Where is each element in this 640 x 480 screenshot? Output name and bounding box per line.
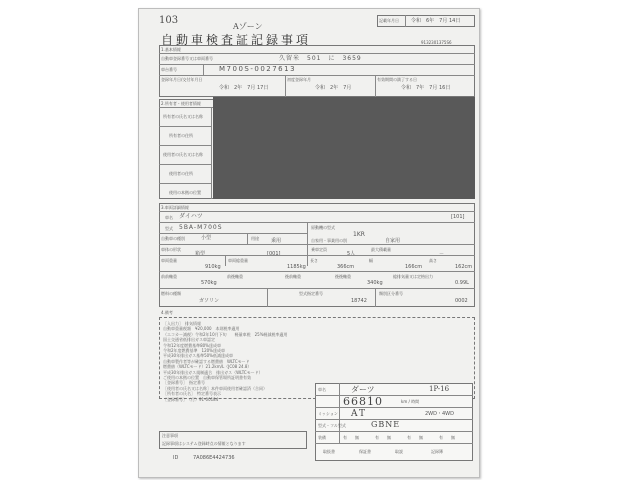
expiry-value: 令和 7年 7月 16日 (401, 85, 451, 91)
type-cert-label: 型式指定番号 (299, 291, 323, 296)
equipment-option: 有 (407, 435, 411, 440)
chassis-number-value: M700S-0027613 (219, 65, 297, 73)
remark-line: ［入出力］ 排気情報 (163, 321, 201, 326)
capacity-label: 乗車定員 (311, 247, 327, 252)
vehicle-weight-value: 910kg (205, 264, 221, 270)
owner-address-label: 所有者の住所 (169, 133, 193, 138)
user-name-label: 使用者の氏名又は名称 (163, 152, 203, 157)
equipment-option: 有 (375, 435, 379, 440)
redacted-owner-user-block (213, 97, 475, 199)
mileage-label: km / 時間 (401, 399, 420, 404)
footer-item: 記録簿 (431, 449, 443, 454)
footer-id-label: ID (173, 455, 179, 461)
front-axle-value: 570kg (201, 280, 217, 286)
equipment-option: 無 (419, 435, 423, 440)
private-business-value: 自家用 (385, 238, 401, 244)
class-code-value: 0002 (455, 298, 468, 304)
remark-line: 自動車製作者等が確認する燃費値 WLTCモード (163, 358, 250, 364)
rear-axle-value: 340kg (367, 280, 383, 286)
remark-line: 平成30年排出ガス基準50%低減達成車 (163, 353, 233, 359)
user-address-label: 使用者の住所 (169, 171, 193, 176)
expiry-label: 有効期間の満了する日 (377, 77, 417, 82)
first-registration-month-label: 初度登録年月 (287, 77, 311, 82)
remark-line: （エコカー減税）令和2年10月下旬 軽量車税 25%軽減税率適用 (163, 331, 288, 337)
footer-id-value: 7A086E4424736 (193, 455, 235, 461)
first-registration-month-value: 令和 2年 7月 (315, 85, 352, 91)
handwritten-zone-note: Aゾーン (233, 22, 263, 31)
gross-weight-label: 車両総重量 (228, 258, 248, 263)
footer-item: 取扱書 (323, 449, 335, 454)
section4-heading: 4.備考 (161, 310, 173, 315)
fuel-type-label: 燃料の種類 (161, 291, 181, 296)
record-date-label: 記載年月日 (379, 18, 399, 23)
remark-line: ［使用者の氏名又は名称］本件車両使用者確認済（合同） (163, 385, 267, 391)
engine-label: 原動機の型式 (311, 225, 335, 230)
dealer-name-label: 車名 (318, 387, 326, 392)
width-value: 166cm (405, 264, 423, 270)
equipment-option: 有 (343, 435, 347, 440)
body-shape-value: 箱型 (195, 251, 206, 257)
model-value: 5BA-M700S (179, 224, 223, 231)
equipment-option: 無 (387, 435, 391, 440)
vehicle-class-value: 小型 (201, 235, 212, 241)
owner-name-label: 所有者の氏名又は名称 (163, 114, 203, 119)
section3-heading: 3.車両詳細情報 (161, 205, 189, 210)
front-axle-label: 前前軸重 (161, 274, 177, 279)
width-label: 幅 (369, 258, 373, 263)
remark-line: ご使用の本拠の位置 自動車保管場所証明書有効 (163, 375, 251, 381)
private-business-label: 自家用・事業用の別 (311, 238, 347, 243)
dealer-name-extra: 1P-16 (429, 385, 450, 393)
record-date-value: 令和 6年 7月 14日 (411, 18, 461, 24)
use-value: 乗用 (271, 238, 282, 244)
maker-code: [101] (451, 214, 465, 220)
use-label: 用途 (251, 236, 259, 241)
remarks-notes (163, 321, 303, 402)
vehicle-class-label: 自動車の種別 (161, 236, 185, 241)
chassis-number-label: 車台番号 (161, 67, 177, 72)
remark-line: 国土交通省低排出ガス車認定 (163, 337, 215, 343)
dealer-name-value: ダーツ (351, 385, 375, 394)
displacement-label: 総排気量又は定格出力 (393, 274, 433, 279)
gross-weight-value: 1185kg (287, 264, 306, 270)
full-model-value: GBNE (371, 420, 401, 429)
drive-type-label: 2WD・4WD (425, 411, 454, 417)
remark-line: ［登録番号］ （行）91-00184 (163, 396, 219, 402)
equipment-option: 無 (355, 435, 359, 440)
notice-text: 記録事項はシステム登録時点の情報となります (162, 441, 246, 446)
max-load-label: 最大積載量 (371, 247, 391, 252)
maker-value: ダイハツ (179, 213, 203, 220)
equipment-label: 装備 (318, 435, 326, 440)
inspection-record-sheet (138, 8, 480, 478)
notice-heading: 注意事項 (162, 433, 178, 438)
model-label: 型式 (165, 226, 173, 231)
remark-line: 自動車重量税額 ¥20,000 本則税率適用 (163, 326, 240, 332)
max-load-value: － (439, 251, 445, 257)
body-shape-label: 車体の形状 (161, 247, 181, 252)
full-model-label: 型式・フル型式 (318, 423, 346, 428)
length-value: 366cm (337, 264, 355, 270)
remark-line: 令和12年度燃費基準80%達成車 (163, 342, 221, 348)
base-location-label: 使用の本拠の位置 (169, 190, 201, 195)
footer-item: 取説 (395, 449, 403, 454)
height-value: 162cm (455, 264, 473, 270)
equipment-option: 無 (451, 435, 455, 440)
transmission-label: ミッション (318, 411, 338, 416)
footer-item: 保証書 (359, 449, 371, 454)
vehicle-weight-label: 車両重量 (161, 258, 177, 263)
first-registration-value: 令和 2年 7月 17日 (219, 85, 269, 91)
transmission-value: AT (351, 409, 368, 419)
registration-number-label: 自動車登録番号又は車両番号 (161, 56, 213, 61)
engine-value: 1KR (353, 231, 365, 238)
document-number: 9132301375S6 (421, 40, 452, 45)
section1-heading: 1.基本情報 (161, 47, 181, 52)
remark-line: ［所有者の氏名］ 特定番号表示 (163, 391, 221, 397)
capacity-value: 5人 (347, 251, 356, 257)
rear-front-axle-label: 後前軸重 (285, 274, 301, 279)
mid-axle-label: 前後軸重 (227, 274, 243, 279)
fuel-type-value: ガソリン (199, 298, 220, 304)
body-shape-code: [001] (267, 251, 281, 257)
height-label: 高さ (429, 258, 437, 263)
mileage-value: 66810 (343, 395, 383, 408)
equipment-option: 有 (439, 435, 443, 440)
remark-line: 平成30年排出ガス規制適合 排出ガス（WLTCモード） (163, 369, 263, 375)
first-registration-label: 登録年月日/交付年月日 (161, 77, 203, 82)
document-title: 自動車検査証記録事項 (161, 33, 312, 47)
maker-label: 車名 (165, 215, 173, 220)
section2-heading: 2.所有者・使用者情報 (161, 101, 201, 106)
type-cert-value: 18742 (351, 298, 367, 304)
remark-line: 令和2年度燃費基準 120%達成車 (163, 348, 225, 354)
displacement-value: 0.99L (455, 280, 469, 286)
handwritten-sheet-number: 103 (159, 15, 179, 26)
length-label: 長さ (310, 258, 318, 263)
remark-line: 燃費値（WLTCモード）21.2km/L（JC08 24.8） (163, 364, 252, 370)
class-code-label: 類別区分番号 (379, 291, 403, 296)
registration-number-value: 久留米 501 に 3659 (279, 55, 362, 62)
rear-axle-label: 後後軸重 (335, 274, 351, 279)
remark-line: ［登録番号］ 指定番号 (163, 380, 205, 386)
